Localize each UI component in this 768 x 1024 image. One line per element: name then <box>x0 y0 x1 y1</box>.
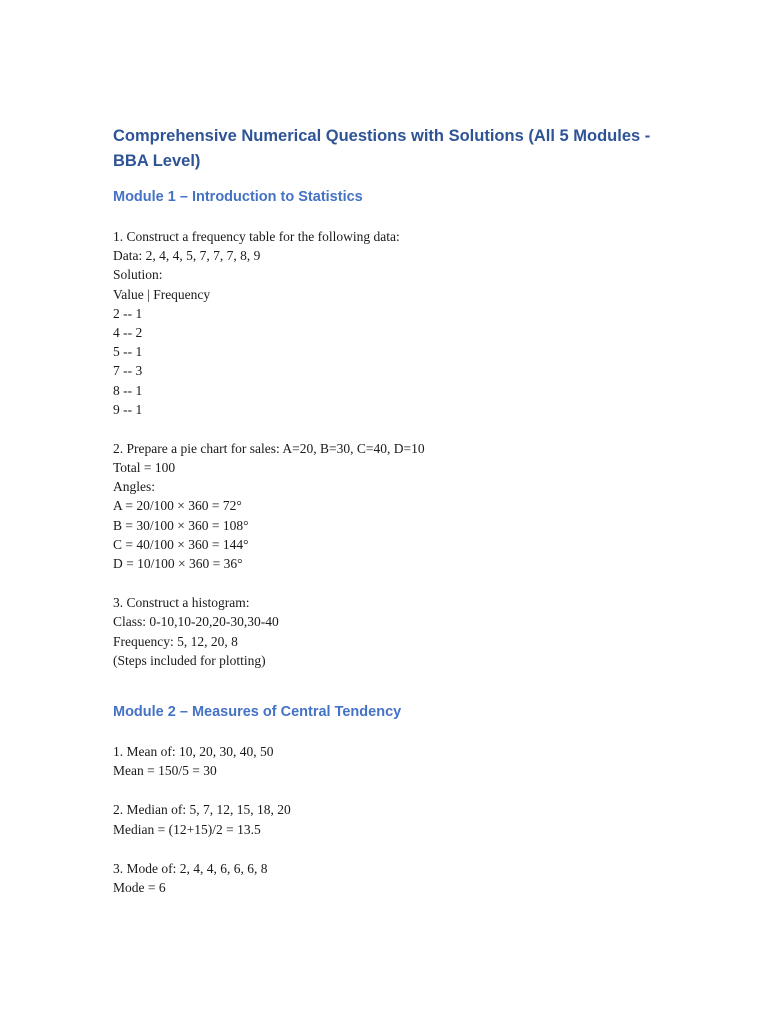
module-1-heading: Module 1 – Introduction to Statistics <box>113 189 363 205</box>
module-1-question-3 <box>113 593 673 670</box>
solution-line: Median = (12+15)/2 = 13.5 <box>113 821 261 837</box>
frequency-row: 5 -- 1 <box>113 344 143 360</box>
question-line: 2. Median of: 5, 7, 12, 15, 18, 20 <box>113 802 291 818</box>
solution-line: C = 40/100 × 360 = 144° <box>113 536 249 552</box>
document-title: Comprehensive Numerical Questions with Solutions (All 5 Modules - BBA Level) <box>113 127 651 170</box>
table-header-line: Value | Frequency <box>113 286 211 302</box>
frequency-row: 7 -- 3 <box>113 363 143 379</box>
module-2-question-3 <box>113 859 673 897</box>
module-2-section <box>113 702 673 897</box>
solution-line: Mean = 150/5 = 30 <box>113 763 217 779</box>
solution-line: Total = 100 <box>113 460 176 476</box>
solution-line: D = 10/100 × 360 = 36° <box>113 556 243 571</box>
question-line: 1. Mean of: 10, 20, 30, 40, 50 <box>113 743 274 759</box>
module-1-section <box>113 187 673 670</box>
solution-line: B = 30/100 × 360 = 108° <box>113 517 249 533</box>
module-1-question-1 <box>113 227 673 419</box>
question-line: 3. Construct a histogram: <box>113 595 250 611</box>
solution-line: Mode = 6 <box>113 879 166 895</box>
solution-line: Angles: <box>113 479 155 495</box>
module-2-question-2 <box>113 800 673 838</box>
frequency-row: 9 -- 1 <box>113 401 143 417</box>
solution-line: A = 20/100 × 360 = 72° <box>113 498 242 514</box>
question-line: 2. Prepare a pie chart for sales: A=20, B=30, C=40, D=10 <box>113 440 425 456</box>
question-line: Data: 2, 4, 4, 5, 7, 7, 7, 8, 9 <box>113 248 261 264</box>
frequency-row: 4 -- 2 <box>113 324 143 340</box>
solution-line: Class: 0-10,10-20,20-30,30-40 <box>113 614 279 630</box>
module-2-question-1 <box>113 742 673 780</box>
question-line: 1. Construct a frequency table for the following data: <box>113 229 400 244</box>
solution-line: Frequency: 5, 12, 20, 8 <box>113 633 238 649</box>
document-content <box>113 124 673 897</box>
question-line: 3. Mode of: 2, 4, 4, 6, 6, 6, 8 <box>113 860 268 876</box>
module-1-question-2 <box>113 439 673 573</box>
frequency-row: 8 -- 1 <box>113 382 143 398</box>
solution-label: Solution: <box>113 267 163 283</box>
frequency-row: 2 -- 1 <box>113 305 143 321</box>
module-2-heading: Module 2 – Measures of Central Tendency <box>113 703 402 720</box>
solution-line: (Steps included for plotting) <box>113 652 266 668</box>
